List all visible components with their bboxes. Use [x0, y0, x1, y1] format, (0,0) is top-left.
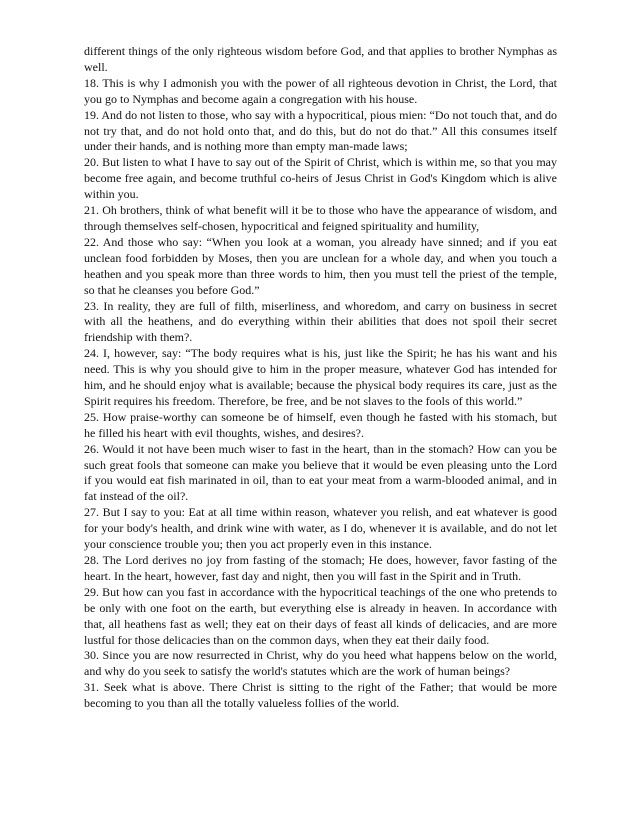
verse-31: 31. Seek what is above. There Christ is sitting to the right of the Father; that would be more becoming to you than all the totally valueless follies of the world.	[84, 680, 557, 711]
verse-28: 28. The Lord derives no joy from fasting of the stomach; He does, however, favor fasting of the heart. In the heart, however, fast day and night, then you will fast in the Spirit and in Truth.	[84, 553, 557, 583]
verse-27: 27. But I say to you: Eat at all time within reason, whatever you relish, and eat whatever is good for your body's health, and drink wine with water, as I do, whenever it is available, and do not let your conscience trouble you; then you act properly even in this instance.	[84, 505, 557, 552]
verse-25: 25. How praise-worthy can someone be of himself, even though he fasted with his stomach, but he filled his heart with evil thoughts, wishes, and desires?.	[84, 409, 557, 440]
verse-23: 23. In reality, they are full of filth, miserliness, and whoredom, and carry on business in secret with all the heathens, and do everything within their abilities that does not spoil their secret friendship with them?.	[84, 298, 557, 345]
document-page	[84, 44, 557, 712]
verse-30: 30. Since you are now resurrected in Christ, why do you heed what happens below on the world, and why do you seek to satisfy the world's statutes which are the work of human beings?	[84, 648, 557, 679]
verse-29: 29. But how can you fast in accordance with the hypocritical teachings of the one who pretends to be only with one foot on the earth, but everything else is already in heaven. In accordance with that, all heathens fast as well; they eat on their days of feast all kinds of delicacies, and are more lustful for those delicacies than on the common days, when they eat their daily food.	[84, 584, 557, 647]
verse-22: 22. And those who say: “When you look at a woman, you already have sinned; and if you eat unclean food forbidden by Moses, then you are unclean for a whole day, and when you touch a heathen and you speak more than three words to him, then you must tell the priest of the temple, so that he cleanses you before God.”	[84, 234, 557, 297]
verse-19: 19. And do not listen to those, who say with a hypocritical, pious mien: “Do not touch that, and do not try that, and do not hold onto that, and do this, but do not do that.” All this consumes itself under their hands, and is nothing more than empty man-made laws;	[84, 107, 557, 154]
verse-24: 24. I, however, say: “The body requires what is his, just like the Spirit; he has his want and his need. This is why you should give to him in the proper measure, whatever God has intended for him, and he should enjoy what is available; because the physical body requires its care, just as the Spirit requires his freedom. Therefore, be free, and be not slaves to the fools of this world.”	[84, 346, 557, 408]
verse-21: 21. Oh brothers, think of what benefit will it be to those who have the appearance of wisdom, and through themselves self-chosen, hypocritical and feigned spirituality and humility,	[84, 203, 557, 233]
paragraph-continuation: different things of the only righteous wisdom before God, and that applies to brother Nymphas as well.	[84, 44, 557, 74]
verse-20: 20. But listen to what I have to say out of the Spirit of Christ, which is within me, so that you may become free again, and become truthful co-heirs of Jesus Christ in God's Kingdom which is alive within you.	[84, 155, 557, 202]
verse-18: 18. This is why I admonish you with the power of all righteous devotion in Christ, the Lord, that you go to Nymphas and become again a congregation with his house.	[84, 75, 557, 106]
verse-26: 26. Would it not have been much wiser to fast in the heart, than in the stomach? How can you be such great fools that someone can make you believe that it would be even pleasing unto the Lord if you would eat fish marinated in oil, than to eat your meat from a warm-blooded animal, and in fat instead of the oil?.	[84, 441, 557, 504]
